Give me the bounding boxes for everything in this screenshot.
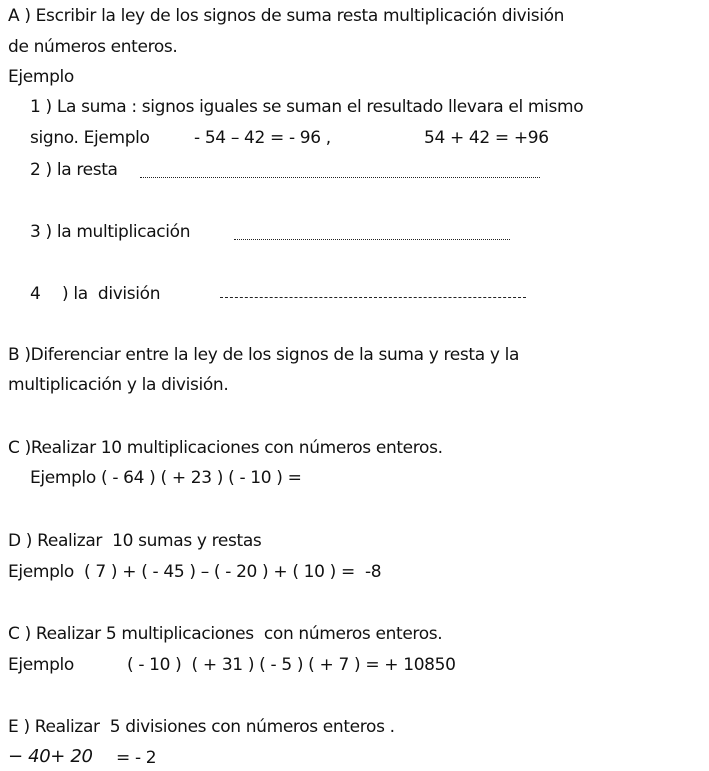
section-a-item4-number: 4 — [30, 284, 41, 304]
section-d-example: Ejemplo ( 7 ) + ( - 45 ) – ( - 20 ) + ( 10 ) = -8 — [8, 562, 382, 582]
section-a-item4-label: ) la división — [62, 284, 161, 304]
item4-answer-line — [220, 297, 526, 298]
section-b-line1: B )Diferenciar entre la ley de los signos de la suma y resta y la — [8, 345, 520, 365]
section-d-line1: D ) Realizar 10 sumas y restas — [8, 531, 262, 551]
section-c1-example: Ejemplo ( - 64 ) ( + 23 ) ( - 10 ) = — [30, 468, 302, 488]
section-c2-example-label: Ejemplo — [8, 655, 74, 675]
section-a-title-line2: de números enteros. — [8, 37, 178, 57]
section-a-item1-line1: 1 ) La suma : signos iguales se suman el resultado llevara el mismo — [30, 97, 584, 117]
section-e-line1: E ) Realizar 5 divisiones con números enteros . — [8, 717, 395, 737]
section-a-item1-example2: 54 + 42 = +96 — [424, 128, 549, 148]
item3-answer-line — [234, 239, 510, 240]
section-a-item2-label: 2 ) la resta — [30, 160, 118, 180]
section-e-example-italic: − 40+ 20 — [8, 746, 93, 767]
section-e-example-result: = - 2 — [116, 748, 157, 768]
section-c2-example-expr: ( - 10 ) ( + 31 ) ( - 5 ) ( + 7 ) = + 10850 — [127, 655, 456, 675]
section-a-title-line1: A ) Escribir la ley de los signos de suma resta multiplicación división — [8, 6, 565, 26]
section-b-line2: multiplicación y la división. — [8, 375, 229, 395]
section-a-item1-line2: signo. Ejemplo — [30, 128, 150, 148]
section-a-item1-example1: - 54 – 42 = - 96 , — [194, 128, 331, 148]
section-a-example-label: Ejemplo — [8, 67, 74, 87]
section-c1-line1: C )Realizar 10 multiplicaciones con números enteros. — [8, 438, 443, 458]
section-a-item3-label: 3 ) la multiplicación — [30, 222, 191, 242]
section-c2-line1: C ) Realizar 5 multiplicaciones con números enteros. — [8, 624, 443, 644]
item2-answer-line — [140, 177, 540, 178]
